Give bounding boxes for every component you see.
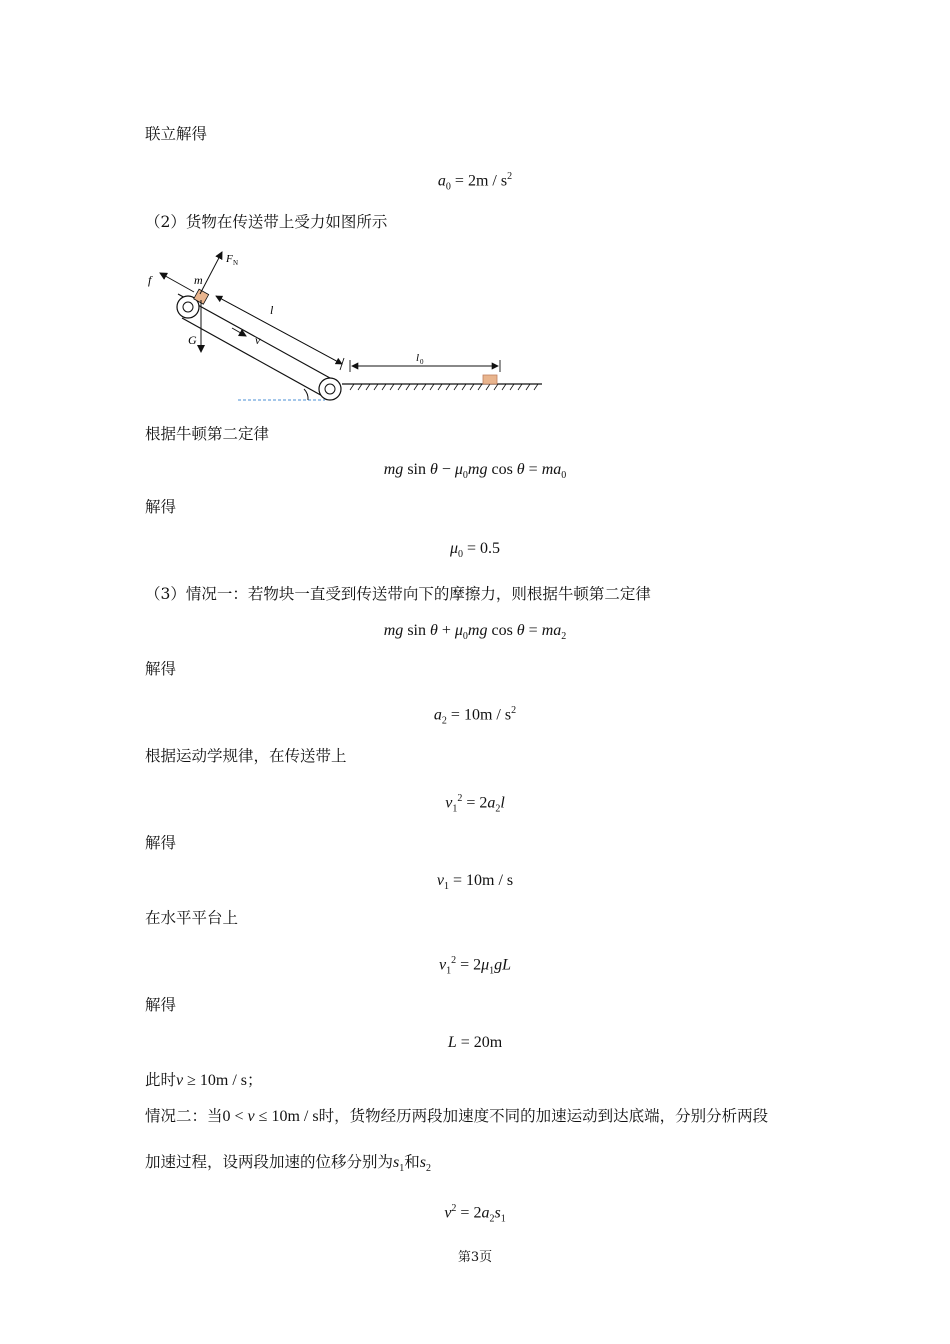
ground-cargo bbox=[483, 375, 497, 384]
label-m: m bbox=[194, 273, 203, 287]
text-line-displacement: 加速过程，设两段加速的位移分别为$s_1$和$s_2$ bbox=[145, 1153, 431, 1175]
equation-s1: $v^2 = 2a_2s_1$ bbox=[444, 1203, 506, 1225]
equation-v1-kinematics: $v_1^2 = 2a_2l$ bbox=[445, 793, 505, 815]
label-l0: l bbox=[416, 352, 420, 364]
label-f: f bbox=[148, 273, 152, 287]
equation-platform: $v_1^2 = 2\mu_1gL$ bbox=[438, 955, 512, 977]
text-line: 根据牛顿第二定律 bbox=[145, 425, 270, 443]
text-line: 解得 bbox=[145, 498, 177, 516]
equation-newton-1: mg $\sin \theta - \mu_0mg$ $\cos \theta = ma_0$ bbox=[383, 461, 567, 482]
text-line-condition: 此时v ≥ 10m / s； bbox=[145, 1071, 263, 1089]
text-line: 解得 bbox=[145, 660, 177, 678]
equation-a2: $a_2 = 10m / s^2$ bbox=[433, 705, 517, 727]
normal-force-arrow bbox=[200, 252, 222, 294]
text-line-case2: 情况二：当0 < v ≤ 10m / s时，货物经历两段加速度不同的加速运动到达底端，分别分析两段 bbox=[145, 1107, 769, 1125]
belt-bottom bbox=[182, 318, 326, 398]
text-line: 解得 bbox=[145, 834, 177, 852]
equation-v1: $v_1 = 10m / s$ bbox=[436, 872, 514, 893]
friction-arrow bbox=[160, 273, 194, 292]
angle-arc bbox=[304, 389, 308, 400]
page-number: 第3页 bbox=[457, 1250, 493, 1265]
equation-a0: $a_0 = 2m / s^2$ bbox=[437, 171, 513, 193]
label-l0-sub: 0 bbox=[420, 358, 424, 366]
equation-mu0: $\mu_0 = 0.5$ bbox=[449, 540, 501, 561]
text-line: 联立解得 bbox=[145, 125, 208, 143]
text-line: （2）货物在传送带上受力如图所示 bbox=[145, 213, 388, 231]
velocity-arrow bbox=[232, 328, 246, 336]
text-line: （3）情况一：若物块一直受到传送带向下的摩擦力，则根据牛顿第二定律 bbox=[145, 585, 651, 603]
text-line: 解得 bbox=[145, 996, 177, 1014]
text-line: 在水平平台上 bbox=[145, 909, 239, 927]
label-fn: F bbox=[226, 253, 233, 265]
equation-newton-2: mg $\sin \theta + \mu_0mg$ $\cos \theta = ma_2$ bbox=[383, 622, 567, 643]
text-line: 根据运动学规律，在传送带上 bbox=[145, 747, 347, 765]
label-fn-sub: N bbox=[233, 259, 239, 267]
conveyor-force-diagram bbox=[140, 242, 560, 412]
label-l: l bbox=[270, 303, 274, 317]
label-g: G bbox=[188, 333, 197, 347]
equation-L: L = 20m bbox=[447, 1034, 503, 1051]
bottom-pulley bbox=[319, 378, 341, 400]
label-v: v bbox=[255, 333, 261, 347]
ground-hatch bbox=[350, 384, 538, 390]
